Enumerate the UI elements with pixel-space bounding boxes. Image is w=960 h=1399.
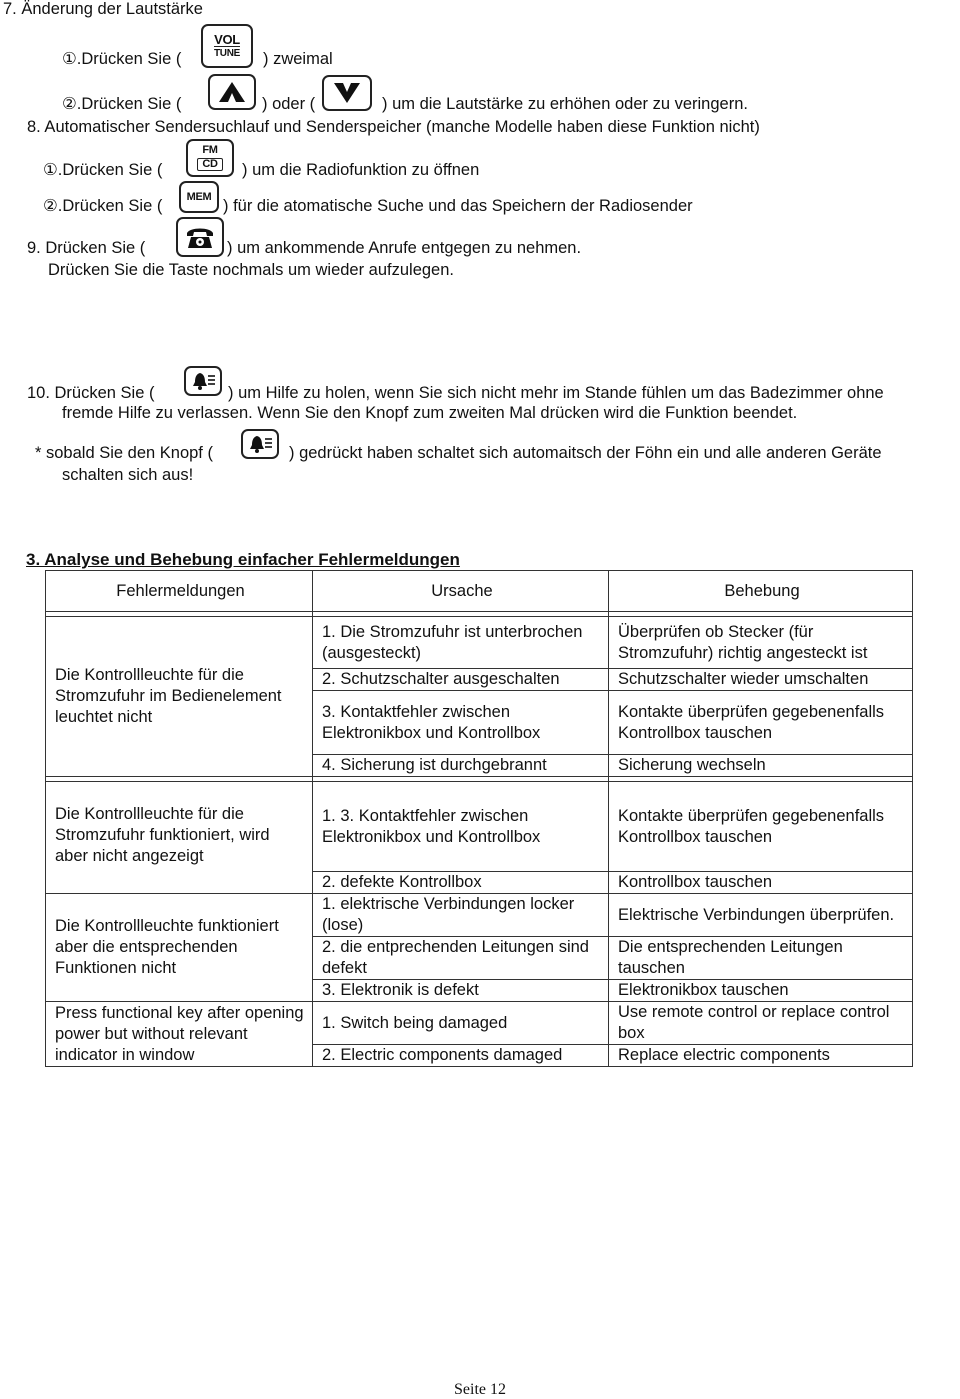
- s10-line1-prefix: 10. Drücken Sie (: [27, 384, 155, 402]
- cause-cell: 2. defekte Kontrollbox: [313, 872, 609, 894]
- mem-button-icon: [179, 181, 219, 213]
- cause-cell: 1. elektrische Verbindungen locker (lose): [313, 894, 609, 937]
- arrow-up-icon: [208, 74, 256, 110]
- s9-line2: Drücken Sie die Taste nochmals um wieder aufzulegen.: [48, 261, 454, 279]
- cause-cell: 3. Elektronik is defekt: [313, 980, 609, 1002]
- vol-tune-button-icon: [201, 24, 253, 68]
- fault-cell: Die Kontrollleuchte für die Stromzufuhr funktioniert, wird aber nicht angezeigt: [46, 782, 313, 894]
- table-row: [46, 617, 913, 669]
- header-cause: Ursache: [313, 571, 609, 612]
- fault-cell: Die Kontrollleuchte für die Stromzufuhr im Bedienelement leuchtet nicht: [46, 617, 313, 777]
- fix-cell: Die entsprechenden Leitungen tauschen: [609, 937, 913, 980]
- fix-cell: Replace electric components: [609, 1045, 913, 1067]
- header-fault: Fehlermeldungen: [46, 571, 313, 612]
- cause-cell: 2. Electric components damaged: [313, 1045, 609, 1067]
- section-7-title: 7. Änderung der Lautstärke: [3, 0, 203, 18]
- fix-cell: Kontrollbox tauschen: [609, 872, 913, 894]
- fm-cd-button-icon: [186, 139, 234, 177]
- s7-step2-suffix: ) um die Lautstärke zu erhöhen oder zu veringern.: [382, 95, 748, 113]
- mem-label: MEM: [186, 190, 212, 203]
- s10-note-line2: schalten sich aus!: [62, 466, 194, 484]
- table-row: [46, 1002, 913, 1045]
- s7-step2-middle: ) oder (: [262, 95, 316, 113]
- fault-cell: Press functional key after opening power but without relevant indicator in window: [46, 1002, 313, 1067]
- s10-line2: fremde Hilfe zu verlassen. Wenn Sie den Knopf zum zweiten Mal drücken wird die Funktion beendet.: [62, 404, 798, 422]
- s8-step1-suffix: ) um die Radiofunktion zu öffnen: [242, 161, 480, 179]
- section-8-title: 8. Automatischer Sendersuchlauf und Senderspeicher (manche Modelle haben diese Funktion nicht): [27, 118, 760, 136]
- phone-icon: [176, 217, 224, 257]
- cause-cell: 1. Switch being damaged: [313, 1002, 609, 1045]
- s9-line1-suffix: ) um ankommende Anrufe entgegen zu nehmen.: [227, 239, 582, 257]
- cause-cell: 1. Die Stromzufuhr ist unterbrochen (ausgesteckt): [313, 617, 609, 669]
- s10-note-prefix: * sobald Sie den Knopf (: [35, 444, 213, 462]
- cause-cell: 3. Kontaktfehler zwischen Elektronikbox und Kontrollbox: [313, 691, 609, 755]
- table-header-row: [46, 571, 913, 612]
- s8-step1-prefix: ①.Drücken Sie (: [43, 161, 163, 179]
- cd-label: CD: [197, 158, 222, 171]
- error-table: [45, 570, 913, 1067]
- fix-cell: Use remote control or replace control box: [609, 1002, 913, 1045]
- arrow-down-icon: [322, 75, 372, 111]
- tune-label: TUNE: [213, 47, 241, 59]
- fix-cell: Überprüfen ob Stecker (für Stromzufuhr) richtig angesteckt ist: [609, 617, 913, 669]
- page-number: Seite 12: [454, 1381, 506, 1398]
- fault-cell: Die Kontrollleuchte funktioniert aber die entsprechenden Funktionen nicht: [46, 894, 313, 1002]
- s9-line1-prefix: 9. Drücken Sie (: [27, 239, 146, 257]
- fix-cell: Elektrische Verbindungen überprüfen.: [609, 894, 913, 937]
- fix-cell: Sicherung wechseln: [609, 755, 913, 777]
- bell-alarm-icon-note: [241, 429, 279, 459]
- s7-step2-prefix: ②.Drücken Sie (: [62, 95, 182, 113]
- bell-alarm-icon: [184, 366, 222, 396]
- fix-cell: Kontakte überprüfen gegebenenfalls Kontrollbox tauschen: [609, 691, 913, 755]
- header-fix: Behebung: [609, 571, 913, 612]
- s8-step2-suffix: ) für die atomatische Suche und das Speichern der Radiosender: [223, 197, 693, 215]
- fm-label: FM: [202, 144, 218, 156]
- fix-cell: Kontakte überprüfen gegebenenfalls Kontrollbox tauschen: [609, 782, 913, 872]
- s8-step2-prefix: ②.Drücken Sie (: [43, 197, 163, 215]
- fix-cell: Elektronikbox tauschen: [609, 980, 913, 1002]
- cause-cell: 2. Schutzschalter ausgeschalten: [313, 669, 609, 691]
- s7-step1-prefix: ①.Drücken Sie (: [62, 50, 182, 68]
- s10-note-suffix: ) gedrückt haben schaltet sich automaitsch der Föhn ein und alle anderen Geräte: [289, 444, 882, 462]
- s10-line1-suffix: ) um Hilfe zu holen, wenn Sie sich nicht mehr im Stande fühlen um das Badezimmer ohne: [228, 384, 884, 402]
- vol-label: VOL: [214, 31, 240, 47]
- fix-cell: Schutzschalter wieder umschalten: [609, 669, 913, 691]
- s7-step1-suffix: ) zweimal: [263, 50, 333, 68]
- table-row: [46, 782, 913, 872]
- cause-cell: 4. Sicherung ist durchgebrannt: [313, 755, 609, 777]
- cause-cell: 1. 3. Kontaktfehler zwischen Elektronikbox und Kontrollbox: [313, 782, 609, 872]
- cause-cell: 2. die entprechenden Leitungen sind defekt: [313, 937, 609, 980]
- table-row: [46, 894, 913, 937]
- section-3-title: 3. Analyse und Behebung einfacher Fehlermeldungen: [26, 550, 460, 569]
